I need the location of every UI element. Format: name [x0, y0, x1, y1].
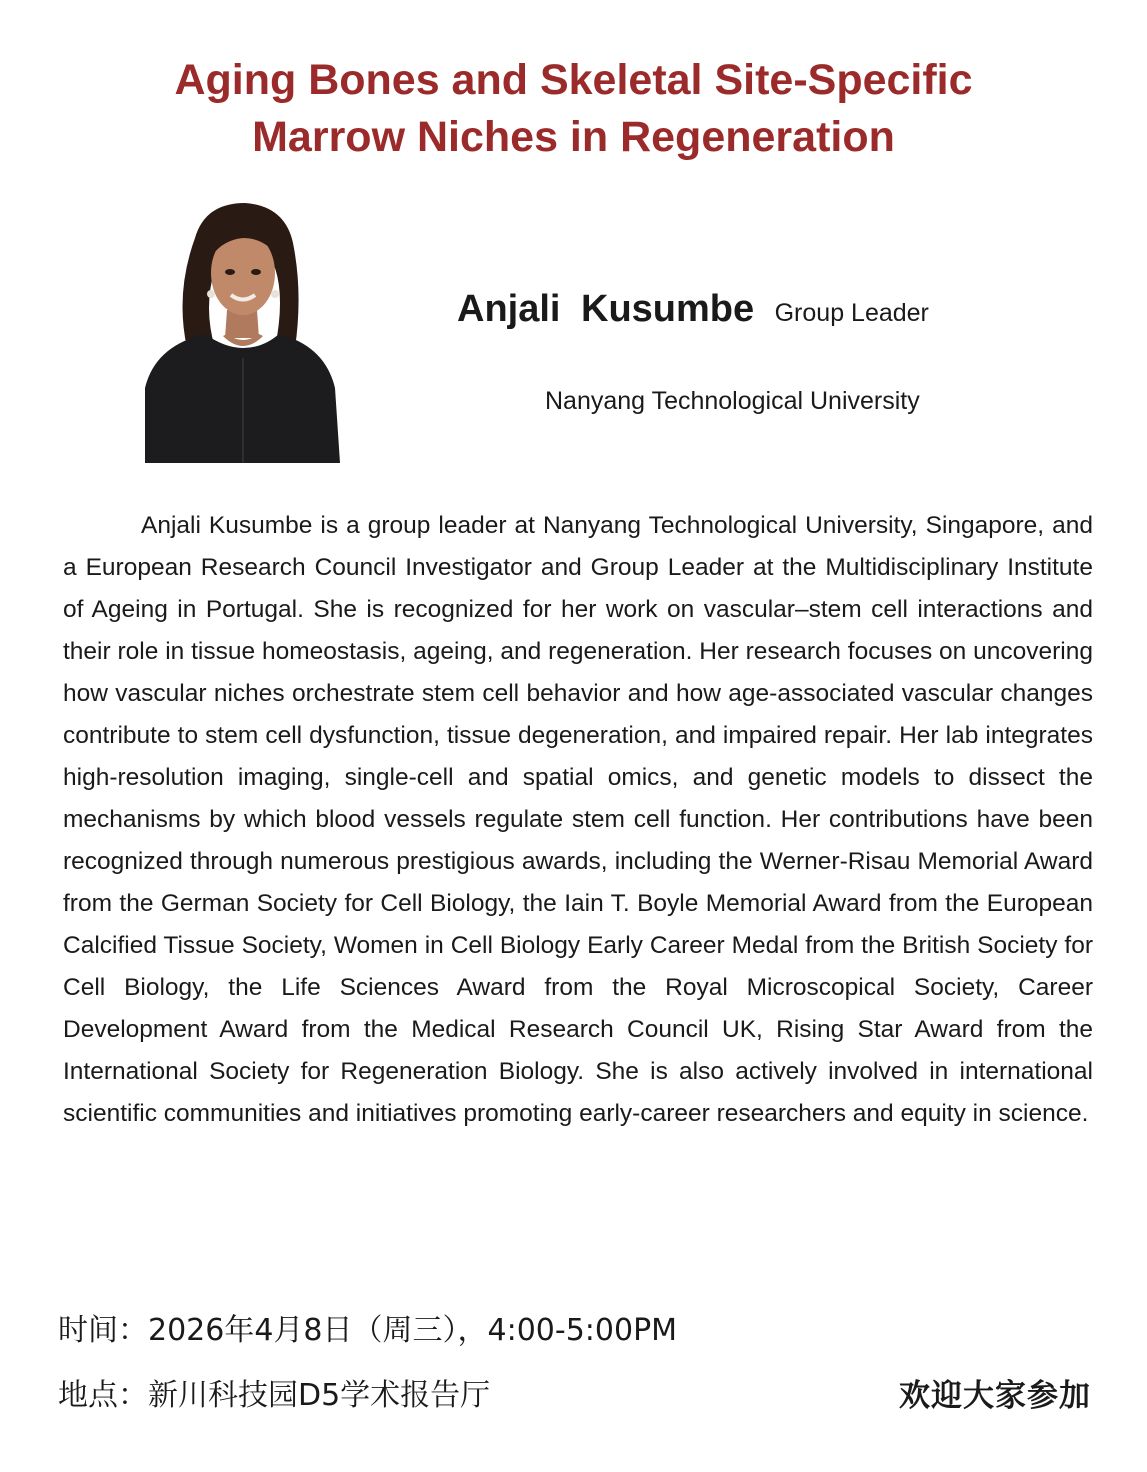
event-time-value: 2026年4月8日（周三），4:00-5:00PM [148, 1313, 678, 1348]
speaker-header [457, 288, 929, 331]
speaker-portrait [135, 198, 340, 463]
speaker-role: Group Leader [774, 299, 929, 327]
welcome-text: 欢迎大家参加 [899, 1378, 1091, 1414]
talk-title-line-2: Marrow Niches in Regeneration [252, 113, 895, 161]
event-place [58, 1370, 490, 1414]
speaker-affiliation: Nanyang Technological University [545, 387, 920, 415]
event-time-label: 时间： [58, 1313, 148, 1348]
event-time [58, 1305, 677, 1349]
speaker-name: Anjali Kusumbe [457, 288, 755, 330]
event-place-value: 新川科技园D5学术报告厅 [148, 1378, 491, 1413]
event-place-label: 地点： [58, 1378, 148, 1413]
speaker-bio: Anjali Kusumbe is a group leader at Nanyang Technological University, Singapore, and a European Research Council Investigator and Group Leader at the Multidisciplinary Institute of Ageing in Portugal. She is recognized for her work on vascular–stem cell interactions and their role in tissue homeostasis, ageing, and regeneration. Her research focuses on uncovering how vascular niches orchestrate stem cell behavior and how age-associated vascular changes contribute to stem cell dysfunction, tissue degeneration, and impaired repair. Her lab integrates high-resolution imaging, single-cell and spatial omics, and genetic models to dissect the mechanisms by which blood vessels regulate stem cell function. Her contributions have been recognized through numerous prestigious awards, including the Werner-Risau Memorial Award from the German Society for Cell Biology, the Iain T. Boyle Memorial Award from the European Calcified Tissue Society, Women in Cell Biology Early Career Medal from the British Society for Cell Biology, the Life Sciences Award from the Royal Microscopical Society, Career Development Award from the Medical Research Council UK, Rising Star Award from the International Society for Regeneration Biology. She is also actively involved in international scientific communities and initiatives promoting early-career researchers and equity in science. [63, 512, 1093, 1127]
talk-title [40, 52, 1107, 166]
speaker-portrait-icon [135, 198, 340, 463]
talk-title-line-1: Aging Bones and Skeletal Site-Specific [174, 56, 973, 104]
